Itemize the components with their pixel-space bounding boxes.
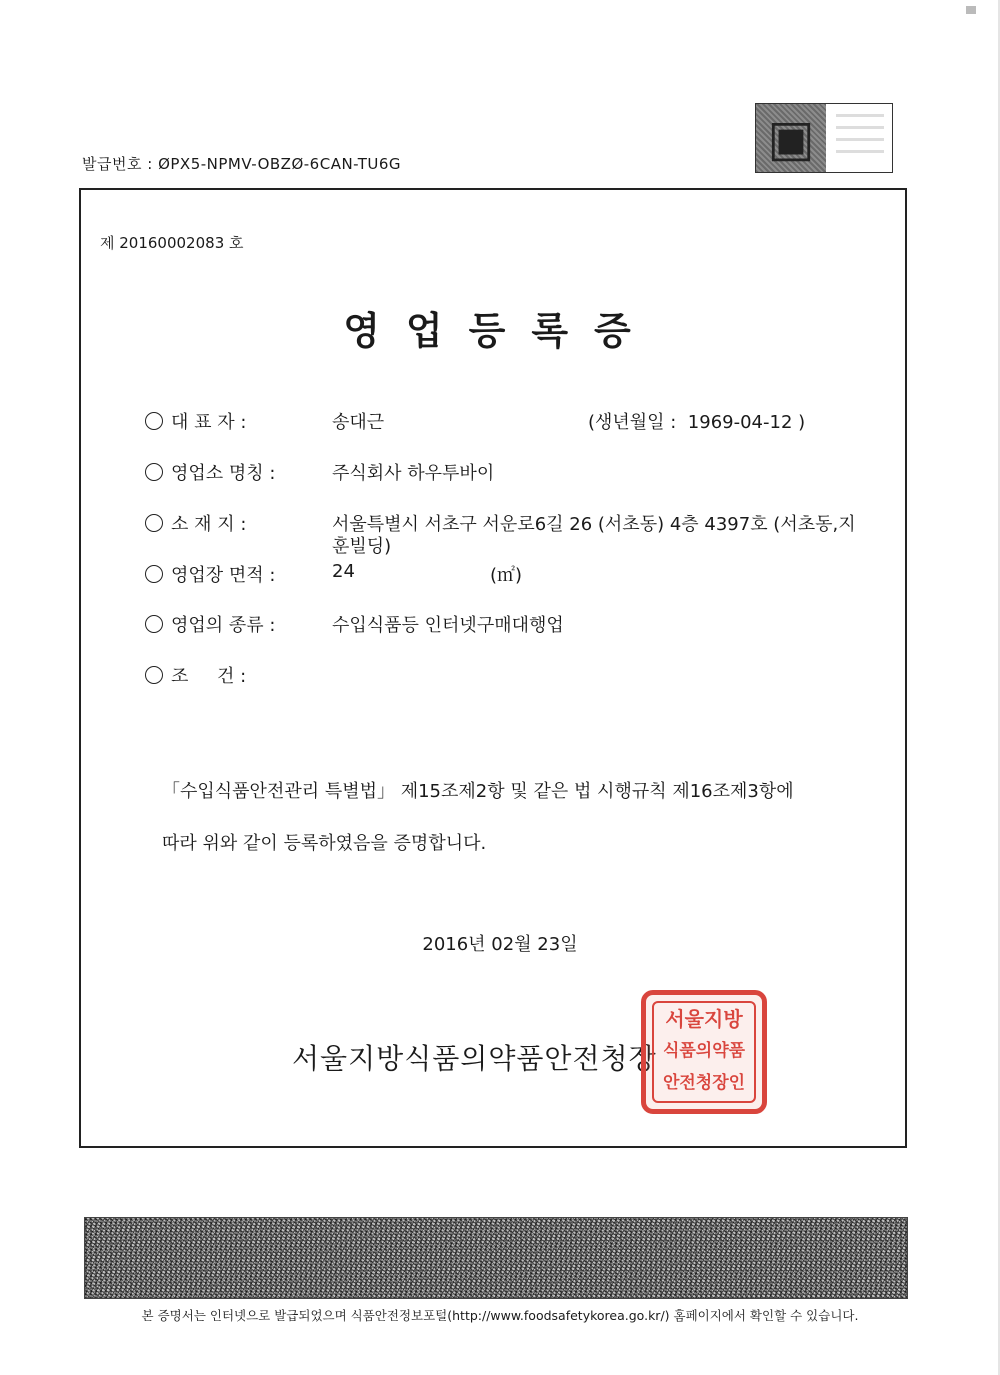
business-name-label: 영업소 명칭 : <box>145 459 275 485</box>
issuer-name: 서울지방식품의약품안전청장 <box>292 1042 657 1075</box>
seal-text-row: 안전청장인 <box>662 1073 746 1094</box>
address-label: 소 재 지 : <box>145 510 246 536</box>
area-label: 영업장 면적 : <box>145 561 275 587</box>
circle-bullet-icon <box>145 412 163 430</box>
address-value-line1: 서울특별시 서초구 서운로6길 26 (서초동) 4층 4397호 (서초동,지 <box>332 514 856 535</box>
issue-date: 2016년 02월 23일 <box>422 934 578 955</box>
verification-lines <box>836 114 884 162</box>
seal-text-row: 서울지방 <box>665 1007 743 1032</box>
area-unit: (㎡) <box>490 565 523 586</box>
business-type-label: 영업의 종류 : <box>145 611 275 637</box>
certificate-title: 영업등록증 <box>343 309 657 353</box>
scan-mark <box>966 6 976 14</box>
verification-mark <box>755 103 893 173</box>
representative-value: 송대근 <box>332 412 385 433</box>
area-value: 24 <box>332 561 355 582</box>
representative-label: 대 표 자 : <box>145 408 246 434</box>
business-name-value: 주식회사 하우투바이 <box>332 463 495 484</box>
conditions-label: 조 건 : <box>145 662 246 688</box>
business-type-value: 수입식품등 인터넷구매대행업 <box>332 615 564 636</box>
address-value-line2: 훈빌딩) <box>332 536 392 557</box>
seal-inner-border <box>652 1001 756 1103</box>
legal-basis-line1: 「수입식품안전관리 특별법」 제15조제2항 및 같은 법 시행규칙 제16조제3항에 <box>162 781 794 802</box>
circle-bullet-icon <box>145 463 163 481</box>
circle-bullet-icon <box>145 615 163 633</box>
verification-mark-dark <box>756 104 826 172</box>
issue-number-value: ØPX5-NPMV-OBZØ-6CAN-TU6G <box>158 155 402 173</box>
official-seal <box>641 990 767 1114</box>
issue-number-label: 발급번호 : <box>82 155 153 173</box>
registration-number: 제 20160002083 호 <box>100 234 244 252</box>
issue-number-line <box>82 153 401 174</box>
verification-notice: 본 증명서는 인터넷으로 발급되었으며 식품안전정보포털(http://www.foodsafetykorea.go.kr/) 홈페이지에서 확인할 수 있습니다. <box>141 1308 859 1323</box>
seal-text-row: 식품의약품 <box>662 1040 746 1061</box>
legal-basis-line2: 따라 위와 같이 등록하였음을 증명합니다. <box>162 833 487 854</box>
circle-bullet-icon <box>145 565 163 583</box>
verification-glyph-icon: ▣ <box>767 109 815 167</box>
2d-barcode <box>84 1217 908 1299</box>
circle-bullet-icon <box>145 514 163 532</box>
circle-bullet-icon <box>145 666 163 684</box>
birthdate-value: (생년월일 : 1969-04-12 ) <box>588 412 806 433</box>
